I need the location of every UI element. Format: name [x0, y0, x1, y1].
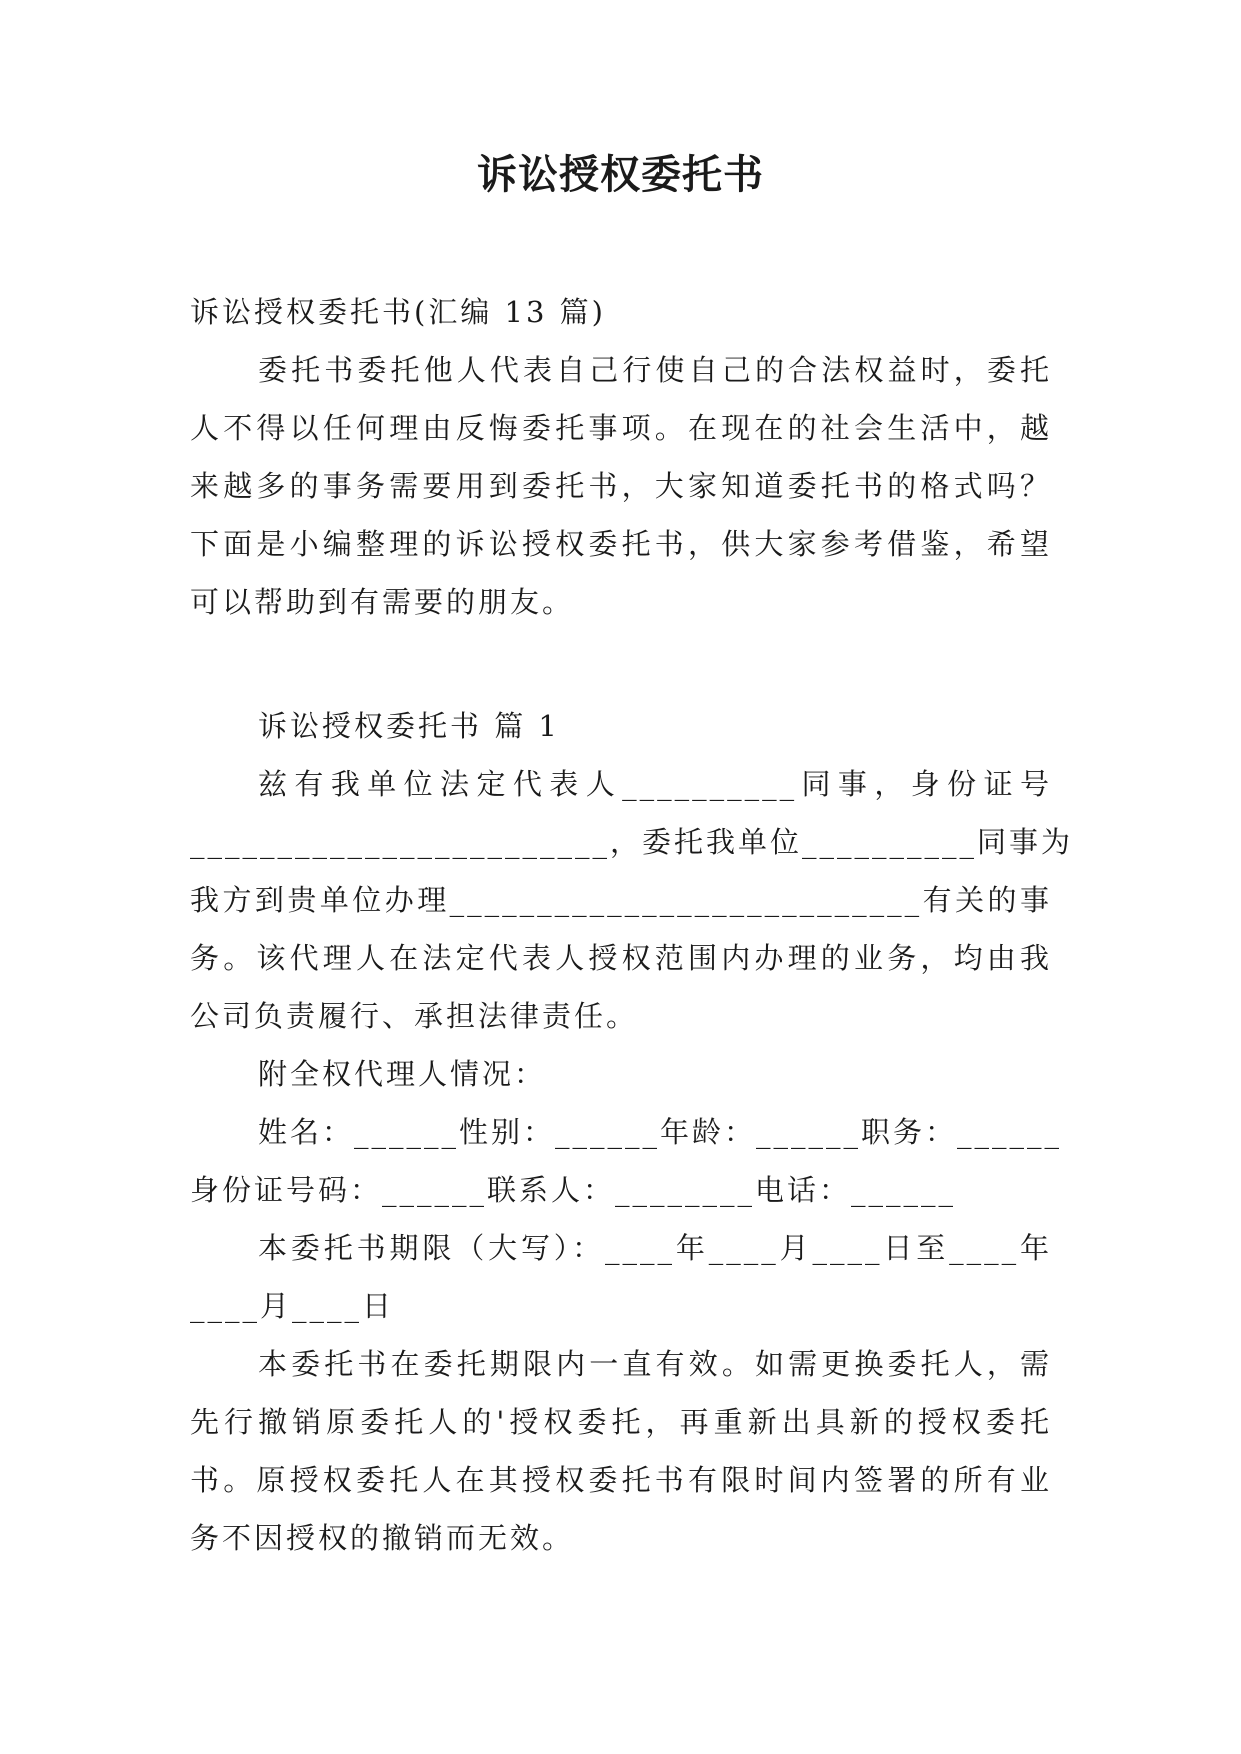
section-heading: 诉讼授权委托书 篇 1 — [258, 709, 560, 743]
validity-period-line: ____月____日 — [190, 1289, 395, 1323]
body-line: 我方到贵单位办理___________________________有关的事 — [190, 883, 1052, 917]
agent-info-line: 身份证号码：______联系人：________电话：______ — [190, 1173, 957, 1207]
intro-line: 可以帮助到有需要的朋友。 — [190, 585, 575, 619]
body-line: ________________________，委托我单位__________同事为 — [190, 825, 1074, 859]
body-line: 附全权代理人情况： — [258, 1057, 547, 1091]
body-line: 书。原授权委托人在其授权委托书有限时间内签署的所有业 — [190, 1463, 1052, 1497]
body-line: 公司负责履行、承担法律责任。 — [190, 999, 639, 1033]
intro-line: 人不得以任何理由反悔委托事项。在现在的社会生活中，越 — [190, 411, 1052, 445]
body-line: 兹有我单位法定代表人__________同事，身份证号 — [258, 767, 1052, 801]
validity-period-line: 本委托书期限（大写）：____年____月____日至____年 — [258, 1231, 1052, 1265]
intro-line: 来越多的事务需要用到委托书，大家知道委托书的格式吗？ — [190, 469, 1052, 503]
body-line: 务。该代理人在法定代表人授权范围内办理的业务，均由我 — [190, 941, 1052, 975]
document-subtitle: 诉讼授权委托书(汇编 13 篇) — [190, 295, 606, 329]
intro-line: 委托书委托他人代表自己行使自己的合法权益时，委托 — [258, 353, 1052, 387]
body-line: 先行撤销原委托人的'授权委托，再重新出具新的授权委托 — [190, 1405, 1052, 1439]
document-title: 诉讼授权委托书 — [477, 152, 764, 198]
body-line: 务不因授权的撤销而无效。 — [190, 1521, 575, 1555]
body-line: 本委托书在委托期限内一直有效。如需更换委托人，需 — [258, 1347, 1052, 1381]
agent-info-line: 姓名：______性别：______年龄：______职务：______ — [258, 1115, 1063, 1149]
intro-line: 下面是小编整理的诉讼授权委托书，供大家参考借鉴，希望 — [190, 527, 1052, 561]
